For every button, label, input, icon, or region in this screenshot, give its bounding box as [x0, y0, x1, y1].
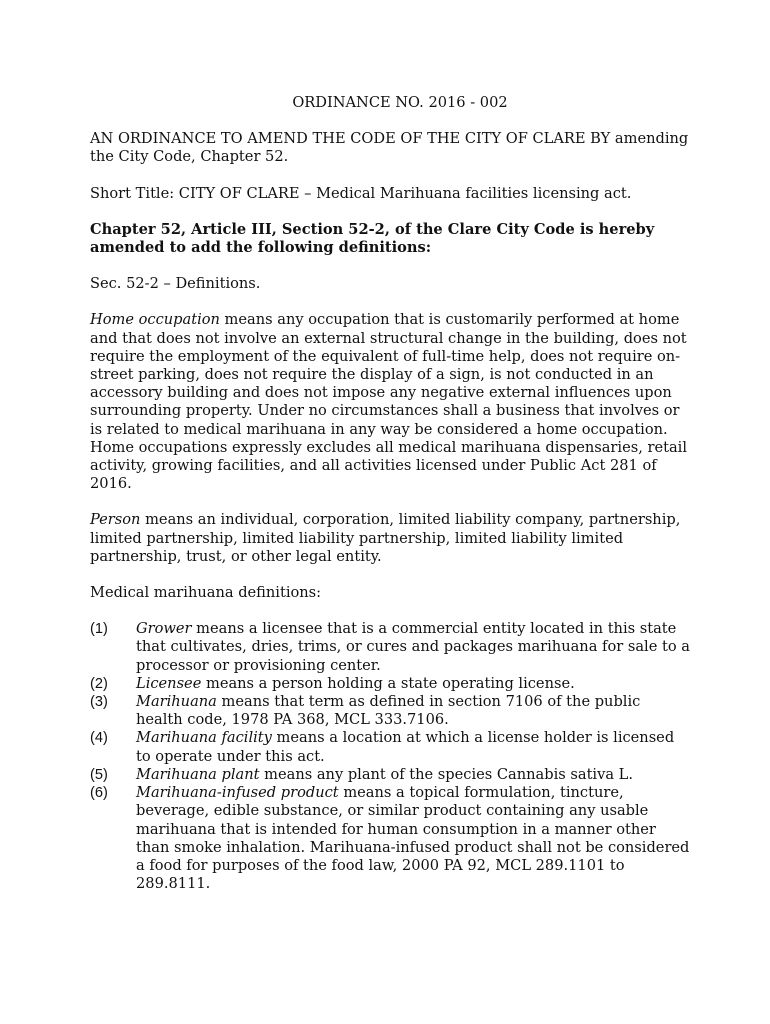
chapter-heading: Chapter 52, Article III, Section 52-2, of the Clare City Code is hereby amended to add the following definitions:	[90, 220, 655, 257]
definition-body: means a topical formulation, tincture, beverage, edible substance, or similar product containing any usable marihuana that is intended for human consumption in a manner other than smoke inhalation. Marihuana-infused product shall not be considered a food for purposes of the food law, 2000 PA 92, MCL 289.1101 to 289.8111.	[136, 784, 690, 893]
definition-text	[136, 766, 690, 784]
document-body	[90, 94, 690, 893]
definition-number: (3)	[90, 694, 108, 711]
ordinance-title: ORDINANCE NO. 2016 - 002	[292, 94, 508, 111]
definition-number: (5)	[90, 766, 108, 783]
definition-text	[136, 675, 690, 693]
medical-definitions-heading: Medical marihuana definitions:	[90, 584, 322, 602]
definition-body: means a location at which a license holder is licensed to operate under this act.	[136, 729, 675, 765]
person-term: Person	[90, 511, 141, 529]
home-occupation-text: means any occupation that is customarily performed at home and that does not involve an external structural change in the building, does not require the employment of the equivalent of full-time help, does not require on-street parking, does not require the display of a sign, is not conducted in an accessory building and does not impose any negative external influences upon surrounding property. Under no circumstances shall a business that involves or is related to medical marihuana in any way be considered a home occupation. Home occupations expressly excludes all medical marihuana dispensaries, retail activity, growing facilities, and all activities licensed under Public Act 281 of 2016.	[90, 311, 687, 493]
definition-item	[90, 784, 690, 893]
person-definition	[90, 511, 690, 566]
definition-number: (6)	[90, 785, 108, 802]
definition-item	[90, 693, 690, 729]
home-occupation-definition	[90, 311, 690, 493]
definition-body: means a person holding a state operating license.	[201, 674, 575, 692]
definition-term: Marihuana plant	[136, 765, 260, 783]
definition-text	[136, 729, 690, 765]
person-text: means an individual, corporation, limited liability company, partnership, limited partnership, limited liability partnership, limited liability limited partnership, trust, or other legal entity.	[90, 511, 681, 565]
short-title: Short Title: CITY OF CLARE – Medical Marihuana facilities licensing act.	[90, 184, 632, 202]
definition-text	[136, 693, 690, 729]
definition-item	[90, 675, 690, 693]
definition-text	[136, 620, 690, 675]
definition-term: Grower	[136, 620, 192, 638]
section-heading: Sec. 52-2 – Definitions.	[90, 275, 261, 293]
definition-number: (4)	[90, 730, 108, 747]
definition-term: Marihuana facility	[136, 729, 272, 747]
definition-term: Licensee	[136, 674, 202, 692]
definition-body: means a licensee that is a commercial entity located in this state that cultivates, dries, trims, or cures and packages marihuana for sale to a processor or provisioning center.	[136, 620, 690, 674]
ordinance-intro: AN ORDINANCE TO AMEND THE CODE OF THE CITY OF CLARE BY amending the City Code, Chapter 52.	[90, 130, 689, 166]
definition-body: means any plant of the species Cannabis sativa L.	[259, 765, 634, 783]
definition-item	[90, 620, 690, 675]
definition-number: (1)	[90, 621, 108, 638]
definition-text	[136, 784, 690, 893]
definition-item	[90, 766, 690, 784]
definition-body: means that term as defined in section 7106 of the public health code, 1978 PA 368, MCL 333.7106.	[136, 693, 641, 729]
definition-item	[90, 729, 690, 765]
definition-term: Marihuana	[136, 693, 217, 711]
home-occupation-term: Home occupation	[90, 311, 220, 329]
definition-term: Marihuana-infused product	[136, 784, 339, 802]
definition-number: (2)	[90, 675, 108, 692]
definitions-list	[90, 620, 690, 893]
